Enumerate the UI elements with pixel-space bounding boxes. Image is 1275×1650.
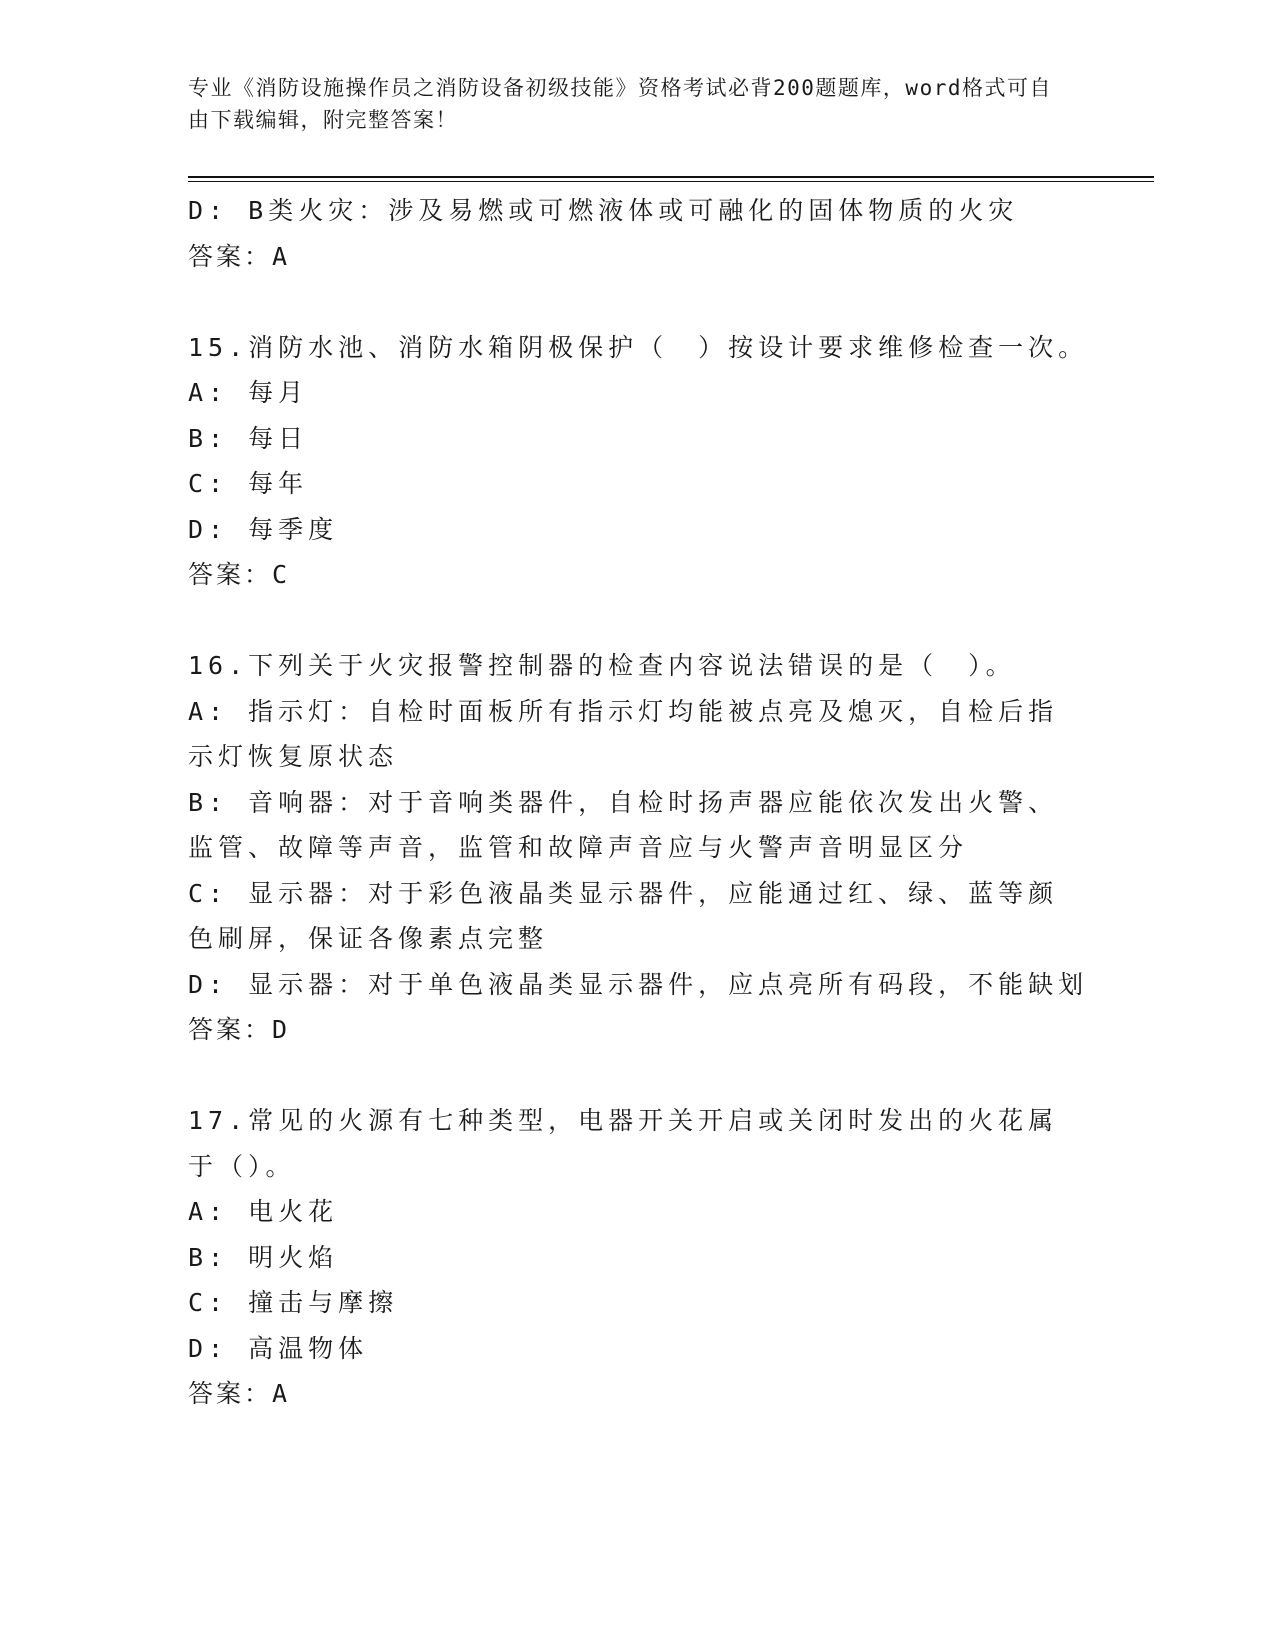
option-b: B: 音响器：对于音响类器件，自检时扬声器应能依次发出火警、监管、故障等声音，监管和故障声音应与火警声音明显区分 [188, 787, 1059, 862]
header-divider-thick [188, 176, 1154, 178]
header-title: 专业《消防设施操作员之消防设备初级技能》资格考试必背200题题库，word格式可自由下载编辑，附完整答案！ [188, 76, 1052, 132]
option-c: C: 显示器：对于彩色液晶类显示器件，应能通过红、绿、蓝等颜色刷屏，保证各像素点完整 [188, 878, 1059, 953]
option-d: D: 高温物体 [188, 1333, 369, 1363]
document-header [188, 72, 1068, 136]
option-b: B: 每日 [188, 423, 309, 453]
question-stem: 16.下列关于火灾报警控制器的检查内容说法错误的是（ ）。 [188, 651, 1016, 680]
question-list [188, 188, 1088, 1417]
prev-question-answer: 答案：A [188, 241, 291, 271]
option-d: D: 每季度 [188, 514, 339, 544]
option-c: C: 撞击与摩擦 [188, 1288, 399, 1317]
question-stem: 15.消防水池、消防水箱阴极保护（ ）按设计要求维修检查一次。 [188, 332, 1089, 362]
option-a: A: 每月 [188, 378, 309, 407]
question-17 [188, 1098, 1088, 1417]
question-16 [188, 643, 1088, 1053]
option-a: A: 指示灯：自检时面板所有指示灯均能被点亮及熄灭，自检后指示灯恢复原状态 [188, 696, 1059, 771]
option-d: D: 显示器：对于单色液晶类显示器件，应点亮所有码段，不能缺划 [188, 969, 1089, 999]
answer: 答案：C [188, 560, 291, 589]
option-a: A: 电火花 [188, 1197, 339, 1226]
header-divider-thin [188, 181, 1154, 182]
option-b: B: 明火焰 [188, 1242, 339, 1272]
question-15 [188, 325, 1088, 598]
option-c: C: 每年 [188, 469, 309, 498]
prev-question-option-d: D: B类火灾：涉及易燃或可燃液体或可融化的固体物质的火灾 [188, 196, 1019, 225]
question-stem: 17.常见的火源有七种类型，电器开关开启或关闭时发出的火花属于（）。 [188, 1106, 1059, 1181]
answer: 答案：A [188, 1379, 291, 1408]
answer: 答案：D [188, 1015, 291, 1044]
